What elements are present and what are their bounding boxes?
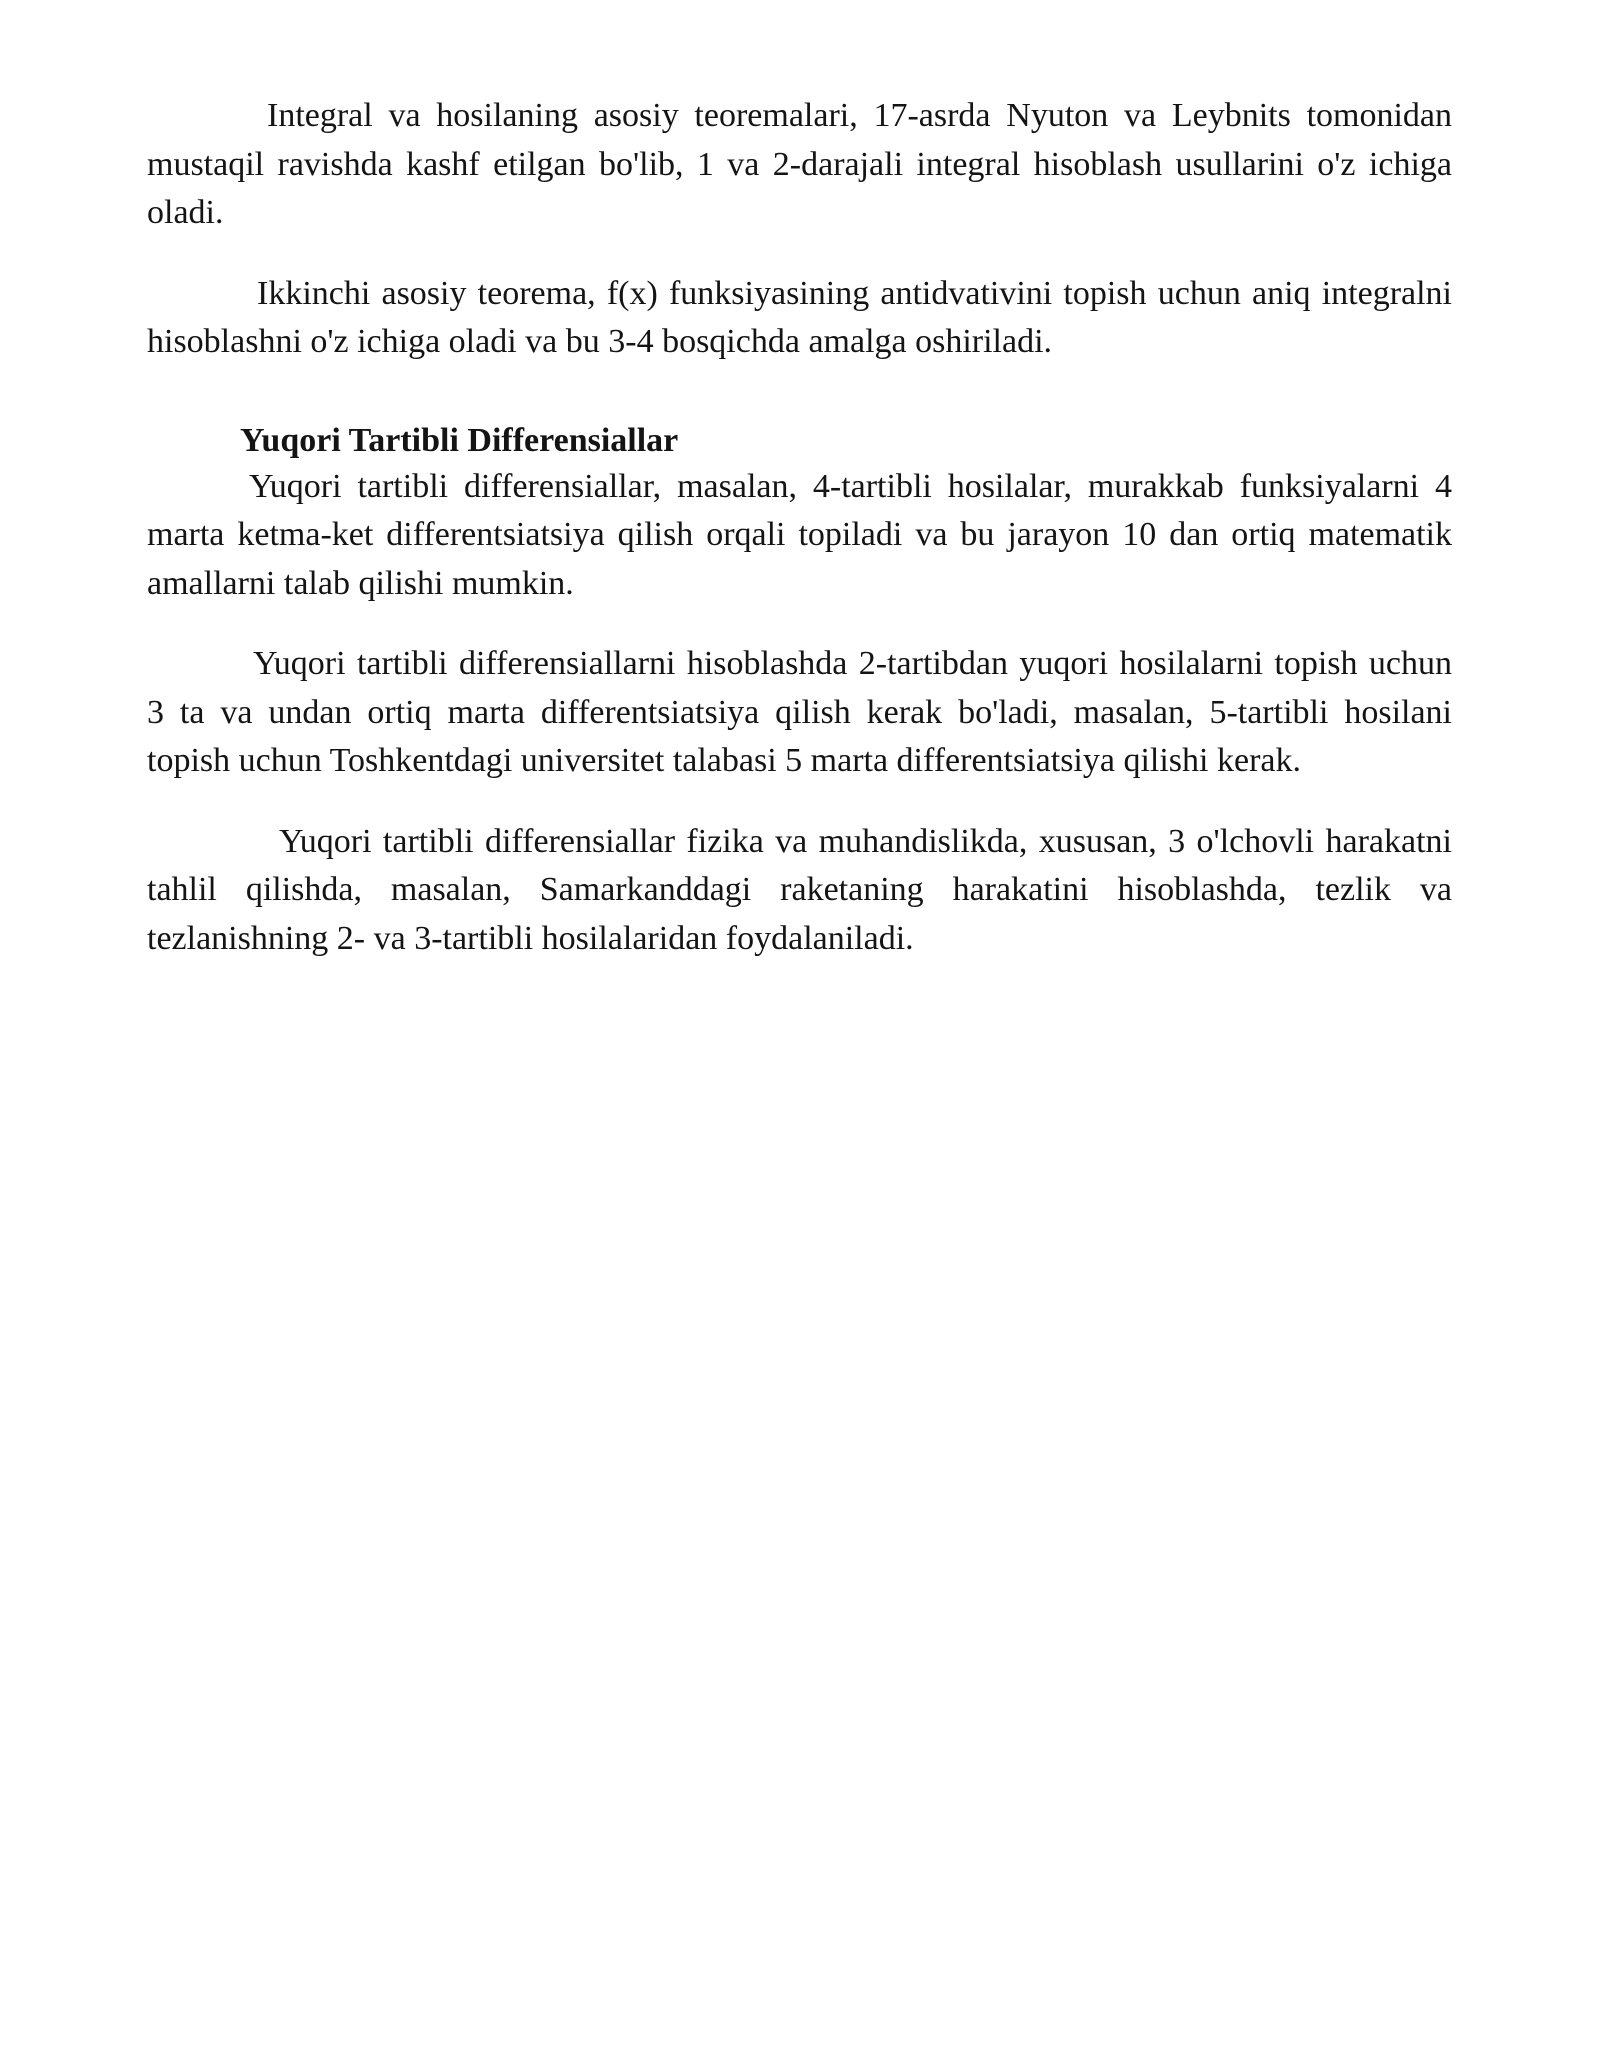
document-page	[147, 92, 1452, 963]
section-heading: Yuqori Tartibli Differensiallar	[240, 421, 679, 459]
paragraph-higher-order-intro: Yuqori tartibli differensiallar, masalan, 4-tartibli hosilalar, murakkab funksiyalarni 4 marta ketma-ket differentsiatsiya qilish orqali topiladi va bu jarayon 10 dan ortiq matematik amallarni talab qilishi mumkin.	[147, 467, 1452, 602]
paragraph-higher-order-computation: Yuqori tartibli differensiallarni hisoblashda 2-tartibdan yuqori hosilalarni topish uchun 3 ta va undan ortiq marta differentsiatsiya qilish kerak bo'ladi, masalan, 5-tartibli hosilani topish uchun Toshkentdagi universitet talabasi 5 marta differentsiatsiya qilishi kerak.	[147, 645, 1452, 779]
paragraph-second-theorem: Ikkinchi asosiy teorema, f(x) funksiyasining antidvativini topish uchun aniq integralni hisoblashni o'z ichiga oladi va bu 3-4 bosqichda amalga oshiriladi.	[147, 274, 1452, 360]
paragraph-integral-theorems: Integral va hosilaning asosiy teoremalari, 17-asrda Nyuton va Leybnits tomonidan mustaqil ravishda kashf etilgan bo'lib, 1 va 2-darajali integral hisoblash usullarini o'z ichiga oladi.	[147, 97, 1452, 231]
paragraph-higher-order-applications: Yuqori tartibli differensiallar fizika va muhandislikda, xususan, 3 o'lchovli harakatni tahlil qilishda, masalan, Samarkanddagi raketaning harakatini hisoblashda, tezlik va tezlanishning 2- va 3-tartibli hosilalaridan foydalaniladi.	[147, 822, 1452, 957]
